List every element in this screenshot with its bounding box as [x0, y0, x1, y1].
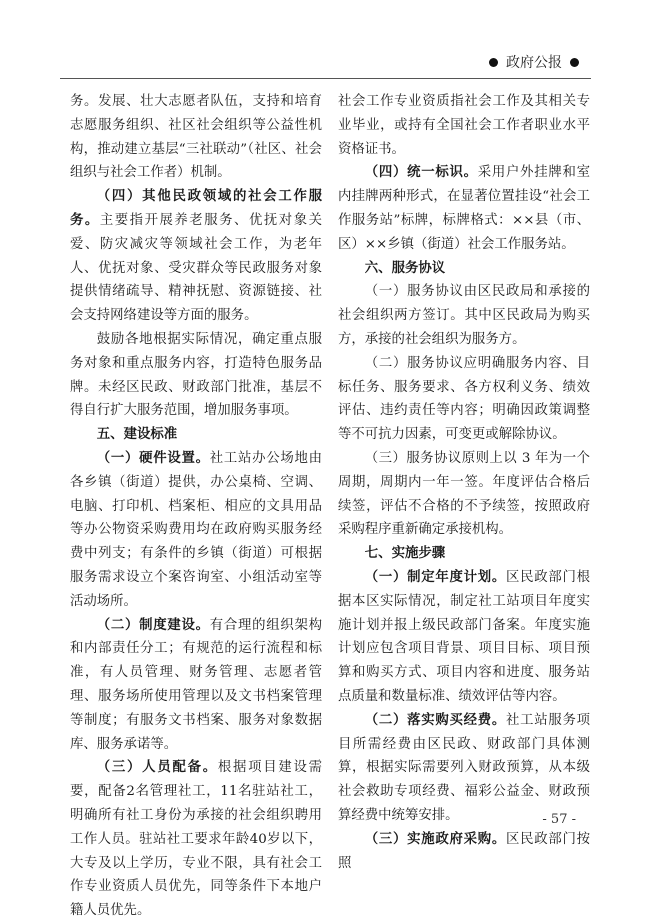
section-heading	[338, 257, 590, 281]
paragraph	[338, 709, 590, 828]
paragraph-text: （一）服务协议由区民政局和承接的社会组织两方签订。其中区民政局为购买方，承接的社会组织为服务方。	[338, 284, 590, 347]
paragraph-lead: （三）实施政府采购。	[364, 830, 507, 847]
paragraph-text: 有合理的组织架构和内部责任分工；有规范的运行流程和标准，有人员管理、财务管理、志愿者管理、服务场所使用管理以及文书档案管理等制度；有服务文书档案、服务对象数据库、服务承诺等。	[70, 617, 323, 752]
paragraph-text: 区民政部门按照	[338, 831, 591, 871]
paragraph	[338, 828, 590, 876]
paragraph-text: 鼓励各地根据实际情况，确定重点服务对象和重点服务内容，打造特色服务品牌。未经区民政、财政部门批准，基层不得自行扩大服务范围，增加服务事项。	[70, 331, 322, 419]
header-rule	[60, 78, 591, 79]
paragraph	[338, 352, 590, 447]
paragraph	[338, 566, 590, 709]
paragraph	[70, 447, 322, 614]
paragraph-text: 务。发展、壮大志愿者队伍，支持和培育志愿服务组织、社区社会组织等公益性机构，推动建立基层“三社联动”（社区、社会组织与社会工作者）机制。	[70, 94, 322, 181]
paragraph-lead: （三）人员配备。	[96, 759, 218, 776]
paragraph	[70, 614, 322, 757]
paragraph-lead: （二）制度建设。	[96, 616, 210, 633]
paragraph-lead: （一）制定年度计划。	[364, 568, 507, 585]
header-title: 政府公报	[506, 55, 562, 71]
paragraph	[338, 280, 590, 351]
bullet-icon	[570, 58, 579, 67]
right-column	[338, 90, 590, 875]
paragraph	[70, 756, 322, 923]
section-heading-text: 六、服务协议	[364, 259, 446, 276]
paragraph-text: 区民政部门根据本区实际情况，制定社工站项目年度实施计划并报上级民政部门备案。年度实施计划应包含项目背景、项目目标、项目预算和购买方式、项目内容和进度、服务站点质量和数量标准、绩效评估等内容。	[338, 569, 591, 704]
paragraph	[70, 328, 322, 423]
paragraph-text: （二）服务协议应明确服务内容、目标任务、服务要求、各方权利义务、绩效评估、违约责任等内容；明确因政策调整等不可抗力因素，可变更或解除协议。	[338, 355, 590, 443]
section-heading-text: 五、建设标准	[96, 426, 178, 443]
bullet-icon	[489, 58, 498, 67]
paragraph	[338, 447, 590, 542]
paragraph-text: （三）服务协议原则上以 3 年为一个周期，周期内一年一签。年度评估合格后续签，评估不合格的不予续签，按照政府采购程序重新确定承接机构。	[338, 450, 590, 538]
section-heading	[70, 423, 322, 447]
paragraph	[338, 90, 590, 161]
paragraph-lead: （四）其他民政领域的社会工作服务。	[70, 188, 322, 228]
paragraph-text: 社工站服务项目所需经费由区民政、财政部门具体测算，根据实际需要列入财政预算，从本级社会救助专项经费、福彩公益金、财政预算经费中统筹安排。	[338, 712, 591, 823]
paragraph-text: 主要指开展养老服务、优抚对象关爱、防灾减灾等领域社会工作，为老年人、优抚对象、受灾群众等民政服务对象提供情绪疏导、精神抚慰、资源链接、社会支持网络建设等方面的服务。	[70, 212, 323, 324]
paragraph-text: 社会工作专业资质指社会工作及其相关专业毕业，或持有全国社会工作者职业水平资格证书。	[338, 94, 590, 157]
section-heading	[338, 542, 590, 566]
paragraph	[70, 185, 322, 328]
left-column	[70, 90, 322, 923]
paragraph	[70, 90, 322, 185]
header	[489, 52, 579, 72]
paragraph-text: 根据项目建设需要，配备2名管理社工，11名驻站社工，明确所有社工身份为承接的社会组织聘用工作人员。驻站社工要求年龄40岁以下，大专及以上学历，专业不限，具有社会工作专业资质人员优先，同等条件下本地户籍人员优先。	[70, 760, 323, 919]
paragraph-lead: （四）统一标识。	[364, 164, 478, 181]
paragraph-lead: （二）落实购买经费。	[364, 711, 507, 728]
paragraph-text: 采用户外挂牌和室内挂牌两种形式，在显著位置挂设“社会工作服务站”标牌，标牌格式：××县（市、区）××乡镇（街道）社会工作服务站。	[338, 165, 591, 252]
page-number: - 57 -	[542, 812, 576, 827]
paragraph-lead: （一）硬件设置。	[96, 449, 210, 466]
paragraph-text: 社工站办公场地由各乡镇（街道）提供，办公桌椅、空调、电脑、打印机、档案柜、相应的文具用品等办公物资采购费用均在政府购买服务经费中列支；有条件的乡镇（街道）可根据服务需求设立个案咨询室、小组活动室等活动场所。	[70, 450, 323, 609]
section-heading-text: 七、实施步骤	[364, 545, 446, 562]
paragraph	[338, 161, 590, 256]
